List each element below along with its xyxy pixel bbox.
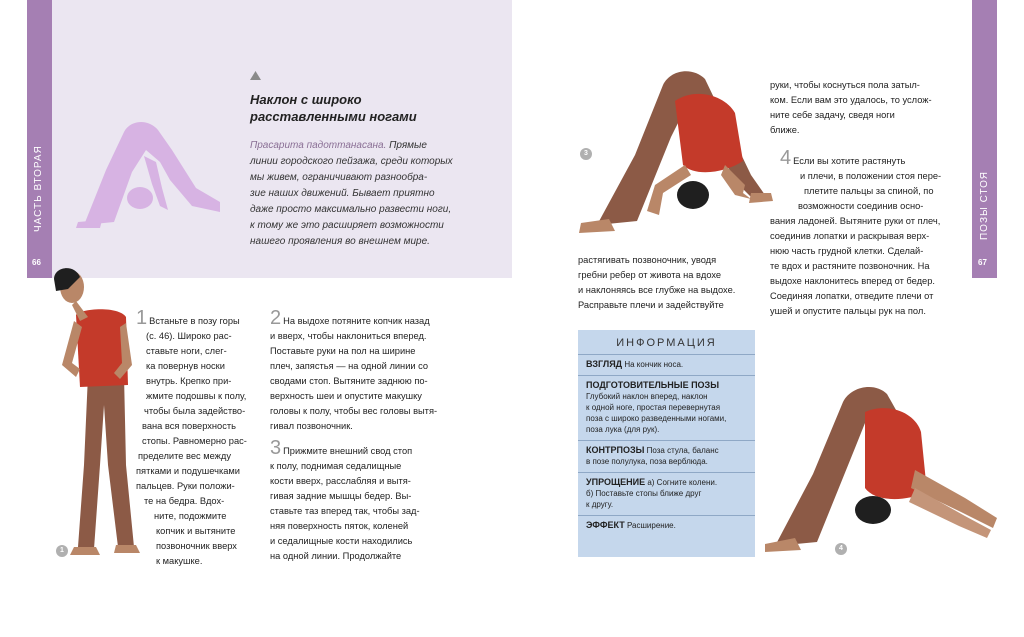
body-line: вана вся поверхность <box>142 421 236 431</box>
left-side-tab <box>27 0 52 278</box>
body-line: ком. Если вам это удалось, то услож- <box>770 95 932 105</box>
lead-line: мы живем, ограничивают разнообра- <box>250 172 428 183</box>
info-label: ВЗГЛЯД <box>586 359 623 369</box>
standing-pose-photo <box>48 265 143 565</box>
body-line: чтобы была задейство- <box>144 406 246 416</box>
step-2-text <box>270 307 450 434</box>
info-text: Глубокий наклон вперед, наклон <box>586 392 708 401</box>
body-line: стопы. Равномерно рас- <box>142 436 247 446</box>
photo-badge-bottom: 4 <box>835 543 847 555</box>
body-line: кости вверх, расслабляя и вытя- <box>270 476 411 486</box>
lead-line: даже просто максимально развести ноги, <box>250 204 452 215</box>
body-line: ставьте ноги, слег- <box>146 346 227 356</box>
info-text: поза лука (для рук). <box>586 425 660 434</box>
body-line: Встаньте в позу горы <box>149 316 240 326</box>
pose-silhouette-figure <box>70 110 240 230</box>
body-line: растягивать позвоночник, уводя <box>578 255 717 265</box>
continued-text-left <box>578 253 768 313</box>
body-line: Поставьте руки на пол на ширине <box>270 346 416 356</box>
body-line: те вдох и растяните позвоночник. На <box>770 261 930 271</box>
body-line: головы к полу, чтобы вес головы вытя- <box>270 406 438 416</box>
body-line: соединив лопатки и раскрывая верх- <box>770 231 930 241</box>
body-line: верхность шеи и опустите макушку <box>270 391 422 401</box>
info-section-gaze <box>578 354 755 375</box>
body-line: ставьте таз вперед так, чтобы зад- <box>270 506 420 516</box>
step-4-text <box>770 147 965 319</box>
body-line: пределите вес между <box>138 451 231 461</box>
body-line: копчик и вытяните <box>156 526 236 536</box>
body-line: гивал позвоночник. <box>270 421 353 431</box>
body-line: ните, подожмите <box>154 511 227 521</box>
info-text: в позе полулука, поза верблюда. <box>586 457 708 466</box>
body-line: На выдохе потяните копчик назад <box>283 316 430 326</box>
left-side-tab-label: ЧАСТЬ ВТОРАЯ <box>33 145 44 232</box>
body-line: вания ладоней. Вытяните руки от плеч, <box>770 216 941 226</box>
body-line: Расправьте плечи и задействуйте <box>578 300 724 310</box>
body-line: няя поверхность пяток, коленей <box>270 521 409 531</box>
triangle-marker-icon <box>250 71 262 81</box>
right-page-number: 67 <box>978 258 987 267</box>
info-section-effect <box>578 515 755 536</box>
body-line: пальцев. Руки положи- <box>136 481 235 491</box>
info-text: б) Поставьте стопы ближе друг <box>586 489 702 498</box>
info-label: УПРОЩЕНИЕ <box>586 477 646 487</box>
info-label: ПОДГОТОВИТЕЛЬНЫЕ ПОЗЫ <box>586 380 720 390</box>
body-line: позвоночник вверх <box>156 541 237 551</box>
body-line: Прижмите внешний свод стоп <box>283 446 413 456</box>
info-section-prep <box>578 375 755 440</box>
body-line: Соединяя лопатки, отведите плечи от <box>770 291 934 301</box>
right-side-tab-label: ПОЗЫ СТОЯ <box>979 171 990 240</box>
right-side-tab <box>972 0 997 278</box>
body-line: (с. 46). Широко рас- <box>146 331 232 341</box>
info-text: а) Согните колени. <box>647 478 718 487</box>
body-line: гребни ребер от живота на вдохе <box>578 270 722 280</box>
body-line: нюю часть грудной клетки. Сделай- <box>770 246 924 256</box>
continued-text-right <box>770 78 965 138</box>
step-1-text <box>136 307 261 569</box>
lead-line: нашего проявления во внешнем мире. <box>250 236 430 247</box>
sanskrit-pose-name: Прасарита падоттанасана. <box>250 140 387 151</box>
body-line: и седалищные кости находились <box>270 536 413 546</box>
body-line: те на бедра. Вдох- <box>144 496 225 506</box>
info-text: к одной ноге, простая перевернутая <box>586 403 721 412</box>
body-line: и плечи, в положении стоя пере- <box>800 171 942 181</box>
body-line: пятками и подушечками <box>136 466 240 476</box>
info-text: Расширение. <box>626 521 676 530</box>
info-text: На кончик носа. <box>624 360 684 369</box>
lead-line: Прямые <box>389 140 427 151</box>
photo-badge-top: 3 <box>580 148 592 160</box>
body-line: и наклоняясь все глубже на выдохе. <box>578 285 736 295</box>
body-line: плетите пальцы за спиной, по <box>804 186 934 196</box>
lead-line: зие наших движений. Бывает приятно <box>250 188 435 199</box>
body-line: и вверх, чтобы наклониться вперед. <box>270 331 427 341</box>
body-line: ка повернув носки <box>146 361 225 371</box>
step-2-number: 2 <box>270 307 282 329</box>
body-line: руки, чтобы коснуться пола затыл- <box>770 80 920 90</box>
info-section-simplify <box>578 472 755 515</box>
info-text: поза с широко разведенными ногами, <box>586 414 727 423</box>
info-text: к другу. <box>586 500 614 509</box>
lead-line: линии городского пейзажа, среди которых <box>250 156 453 167</box>
intro-lead <box>250 138 505 250</box>
body-line: плеч, запястья — на одной линии со <box>270 361 429 371</box>
body-line: к макушке. <box>156 556 203 566</box>
body-line: на одной линии. Продолжайте <box>270 551 402 561</box>
info-text: Поза стула, баланс <box>646 446 719 455</box>
left-page-number: 66 <box>32 258 41 267</box>
info-title: ИНФОРМАЦИЯ <box>616 337 717 349</box>
step-1-number: 1 <box>136 307 148 329</box>
body-line: к полу, поднимая седалищные <box>270 461 402 471</box>
photo-badge: 1 <box>56 545 68 557</box>
body-line: ближе. <box>770 125 800 135</box>
step-3-number: 3 <box>270 437 282 459</box>
body-line: внутрь. Крепко при- <box>146 376 232 386</box>
body-line: Если вы хотите растянуть <box>793 156 906 166</box>
pose-title-line: расставленными ногами <box>250 109 417 124</box>
lead-line: к тому же это расширяет возможности <box>250 220 444 231</box>
step-4-number: 4 <box>780 147 792 169</box>
step-3-text <box>270 437 450 564</box>
info-box <box>578 330 755 557</box>
body-line: возможности соединив осно- <box>798 201 924 211</box>
forward-bend-photo-top <box>575 65 775 245</box>
body-line: жмите подошвы к полу, <box>146 391 247 401</box>
body-line: гивая задние мышцы бедер. Вы- <box>270 491 412 501</box>
pose-title-line: Наклон с широко <box>250 92 362 107</box>
forward-bend-photo-bottom <box>765 378 1010 563</box>
body-line: ните себе задачу, сведя ноги <box>770 110 895 120</box>
info-label: ЭФФЕКТ <box>586 520 625 530</box>
body-line: выдохе наклонитесь вперед от бедер. <box>770 276 935 286</box>
info-section-counter <box>578 440 755 472</box>
body-line: сводами стоп. Вытяните заднюю по- <box>270 376 428 386</box>
info-label: КОНТРПОЗЫ <box>586 445 645 455</box>
body-line: ушей и опустите пальцы рук на пол. <box>770 306 926 316</box>
pose-title <box>250 91 500 125</box>
